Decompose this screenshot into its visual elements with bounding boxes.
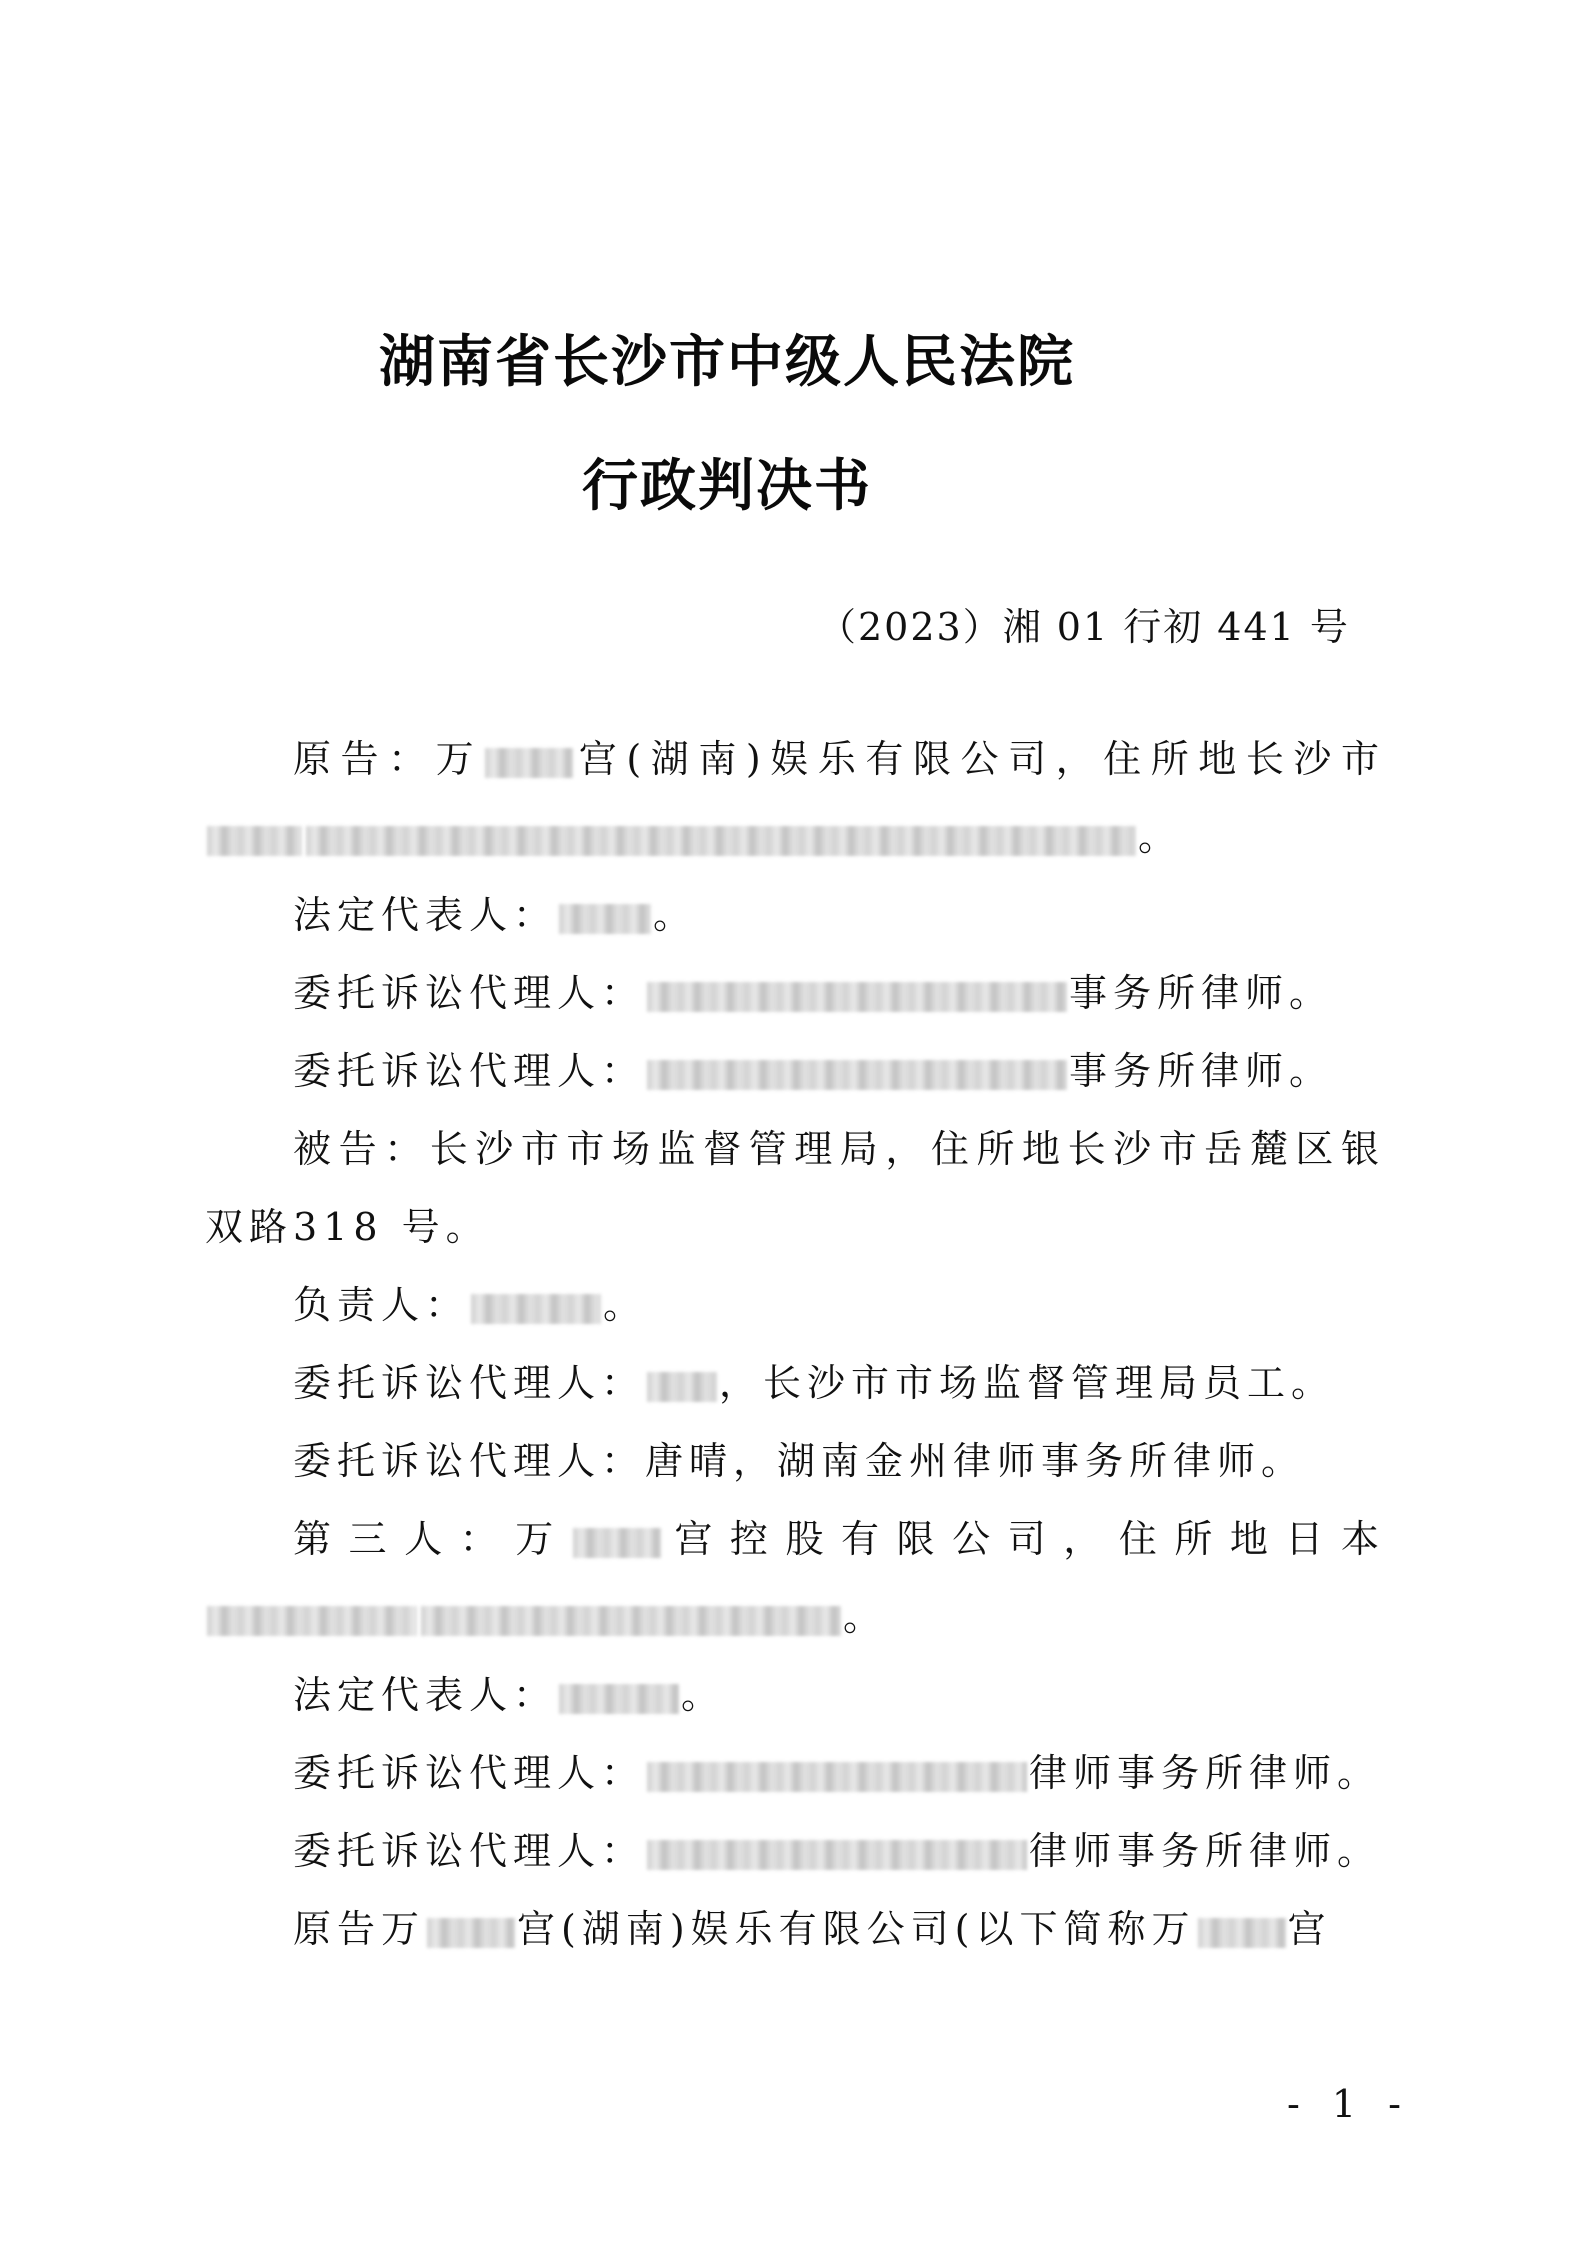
plaintiff-representative	[205, 876, 1385, 954]
redacted-text	[647, 982, 1067, 1012]
plaintiff-end: 。	[1138, 815, 1183, 859]
plaintiff-agent-2-label: 委托诉讼代理人：	[293, 1049, 646, 1093]
third-party-agent-1	[205, 1734, 1385, 1812]
third-party-prefix: 第三人：万	[293, 1517, 571, 1561]
redacted-text	[421, 1606, 841, 1636]
third-party-agent-2	[205, 1812, 1385, 1890]
third-party-representative	[205, 1656, 1385, 1734]
body-intro-text: 宫(湖南)娱乐有限公司(以下简称万	[517, 1907, 1196, 1951]
third-party-agent-2-end: 律师事务所律师。	[1029, 1829, 1382, 1873]
defendant-rep-end: 。	[603, 1283, 648, 1327]
plaintiff-rep-label: 法定代表人：	[293, 893, 558, 937]
document-type: 行政判决书	[582, 454, 872, 519]
defendant-representative	[205, 1266, 1385, 1344]
defendant-agent-2: 委托诉讼代理人：唐晴，湖南金州律师事务所律师。	[293, 1439, 1306, 1483]
plaintiff-agent-1-end: 事务所律师。	[1069, 971, 1334, 1015]
redacted-text	[427, 1918, 515, 1948]
redacted-text	[647, 1840, 1027, 1870]
redacted-text	[647, 1372, 717, 1402]
plaintiff-text: 宫(湖南)娱乐有限公司，住所地长沙市	[575, 737, 1385, 781]
plaintiff-agent-1	[205, 954, 1385, 1032]
body-intro-prefix: 原告万	[293, 1907, 426, 1951]
third-party-text: 宫控股有限公司，住所地日本	[662, 1517, 1385, 1561]
redacted-text	[573, 1528, 661, 1558]
court-name: 湖南省长沙市中级人民法院	[379, 330, 1075, 395]
case-number: （2023）湘 01 行初 441 号	[818, 605, 1350, 649]
defendant-agent-1-end: ，长沙市市场监督管理局员工。	[719, 1361, 1336, 1405]
page-number: - 1 -	[1287, 2082, 1412, 2126]
plaintiff-rep-end: 。	[653, 893, 698, 937]
third-party-agent-1-end: 律师事务所律师。	[1029, 1751, 1382, 1795]
defendant-agent-1-label: 委托诉讼代理人：	[293, 1361, 646, 1405]
third-party-agent-2-label: 委托诉讼代理人：	[293, 1829, 646, 1873]
plaintiff-prefix: 原告：万	[293, 737, 484, 781]
third-party-paragraph	[205, 1500, 1385, 1656]
third-party-rep-end: 。	[681, 1673, 726, 1717]
redacted-text	[1198, 1918, 1286, 1948]
third-party-end: 。	[843, 1595, 888, 1639]
redacted-text	[559, 1684, 679, 1714]
body-intro-paragraph	[205, 1890, 1385, 1968]
third-party-rep-label: 法定代表人：	[293, 1673, 558, 1717]
plaintiff-agent-2-end: 事务所律师。	[1069, 1049, 1334, 1093]
redacted-text	[207, 1606, 417, 1636]
redacted-text	[647, 1762, 1027, 1792]
plaintiff-paragraph	[205, 720, 1385, 876]
redacted-text	[485, 748, 573, 778]
plaintiff-agent-1-label: 委托诉讼代理人：	[293, 971, 646, 1015]
plaintiff-agent-2	[205, 1032, 1385, 1110]
defendant-rep-label: 负责人：	[293, 1283, 470, 1327]
body-intro-end: 宫	[1287, 1907, 1332, 1951]
redacted-text	[207, 826, 302, 856]
third-party-agent-1-label: 委托诉讼代理人：	[293, 1751, 646, 1795]
redacted-text	[306, 826, 1136, 856]
redacted-text	[471, 1294, 601, 1324]
redacted-text	[647, 1060, 1067, 1090]
redacted-text	[559, 904, 651, 934]
defendant-agent-1	[205, 1344, 1385, 1422]
defendant-paragraph: 被告：长沙市市场监督管理局，住所地长沙市岳麓区银双路318 号。	[205, 1127, 1385, 1249]
